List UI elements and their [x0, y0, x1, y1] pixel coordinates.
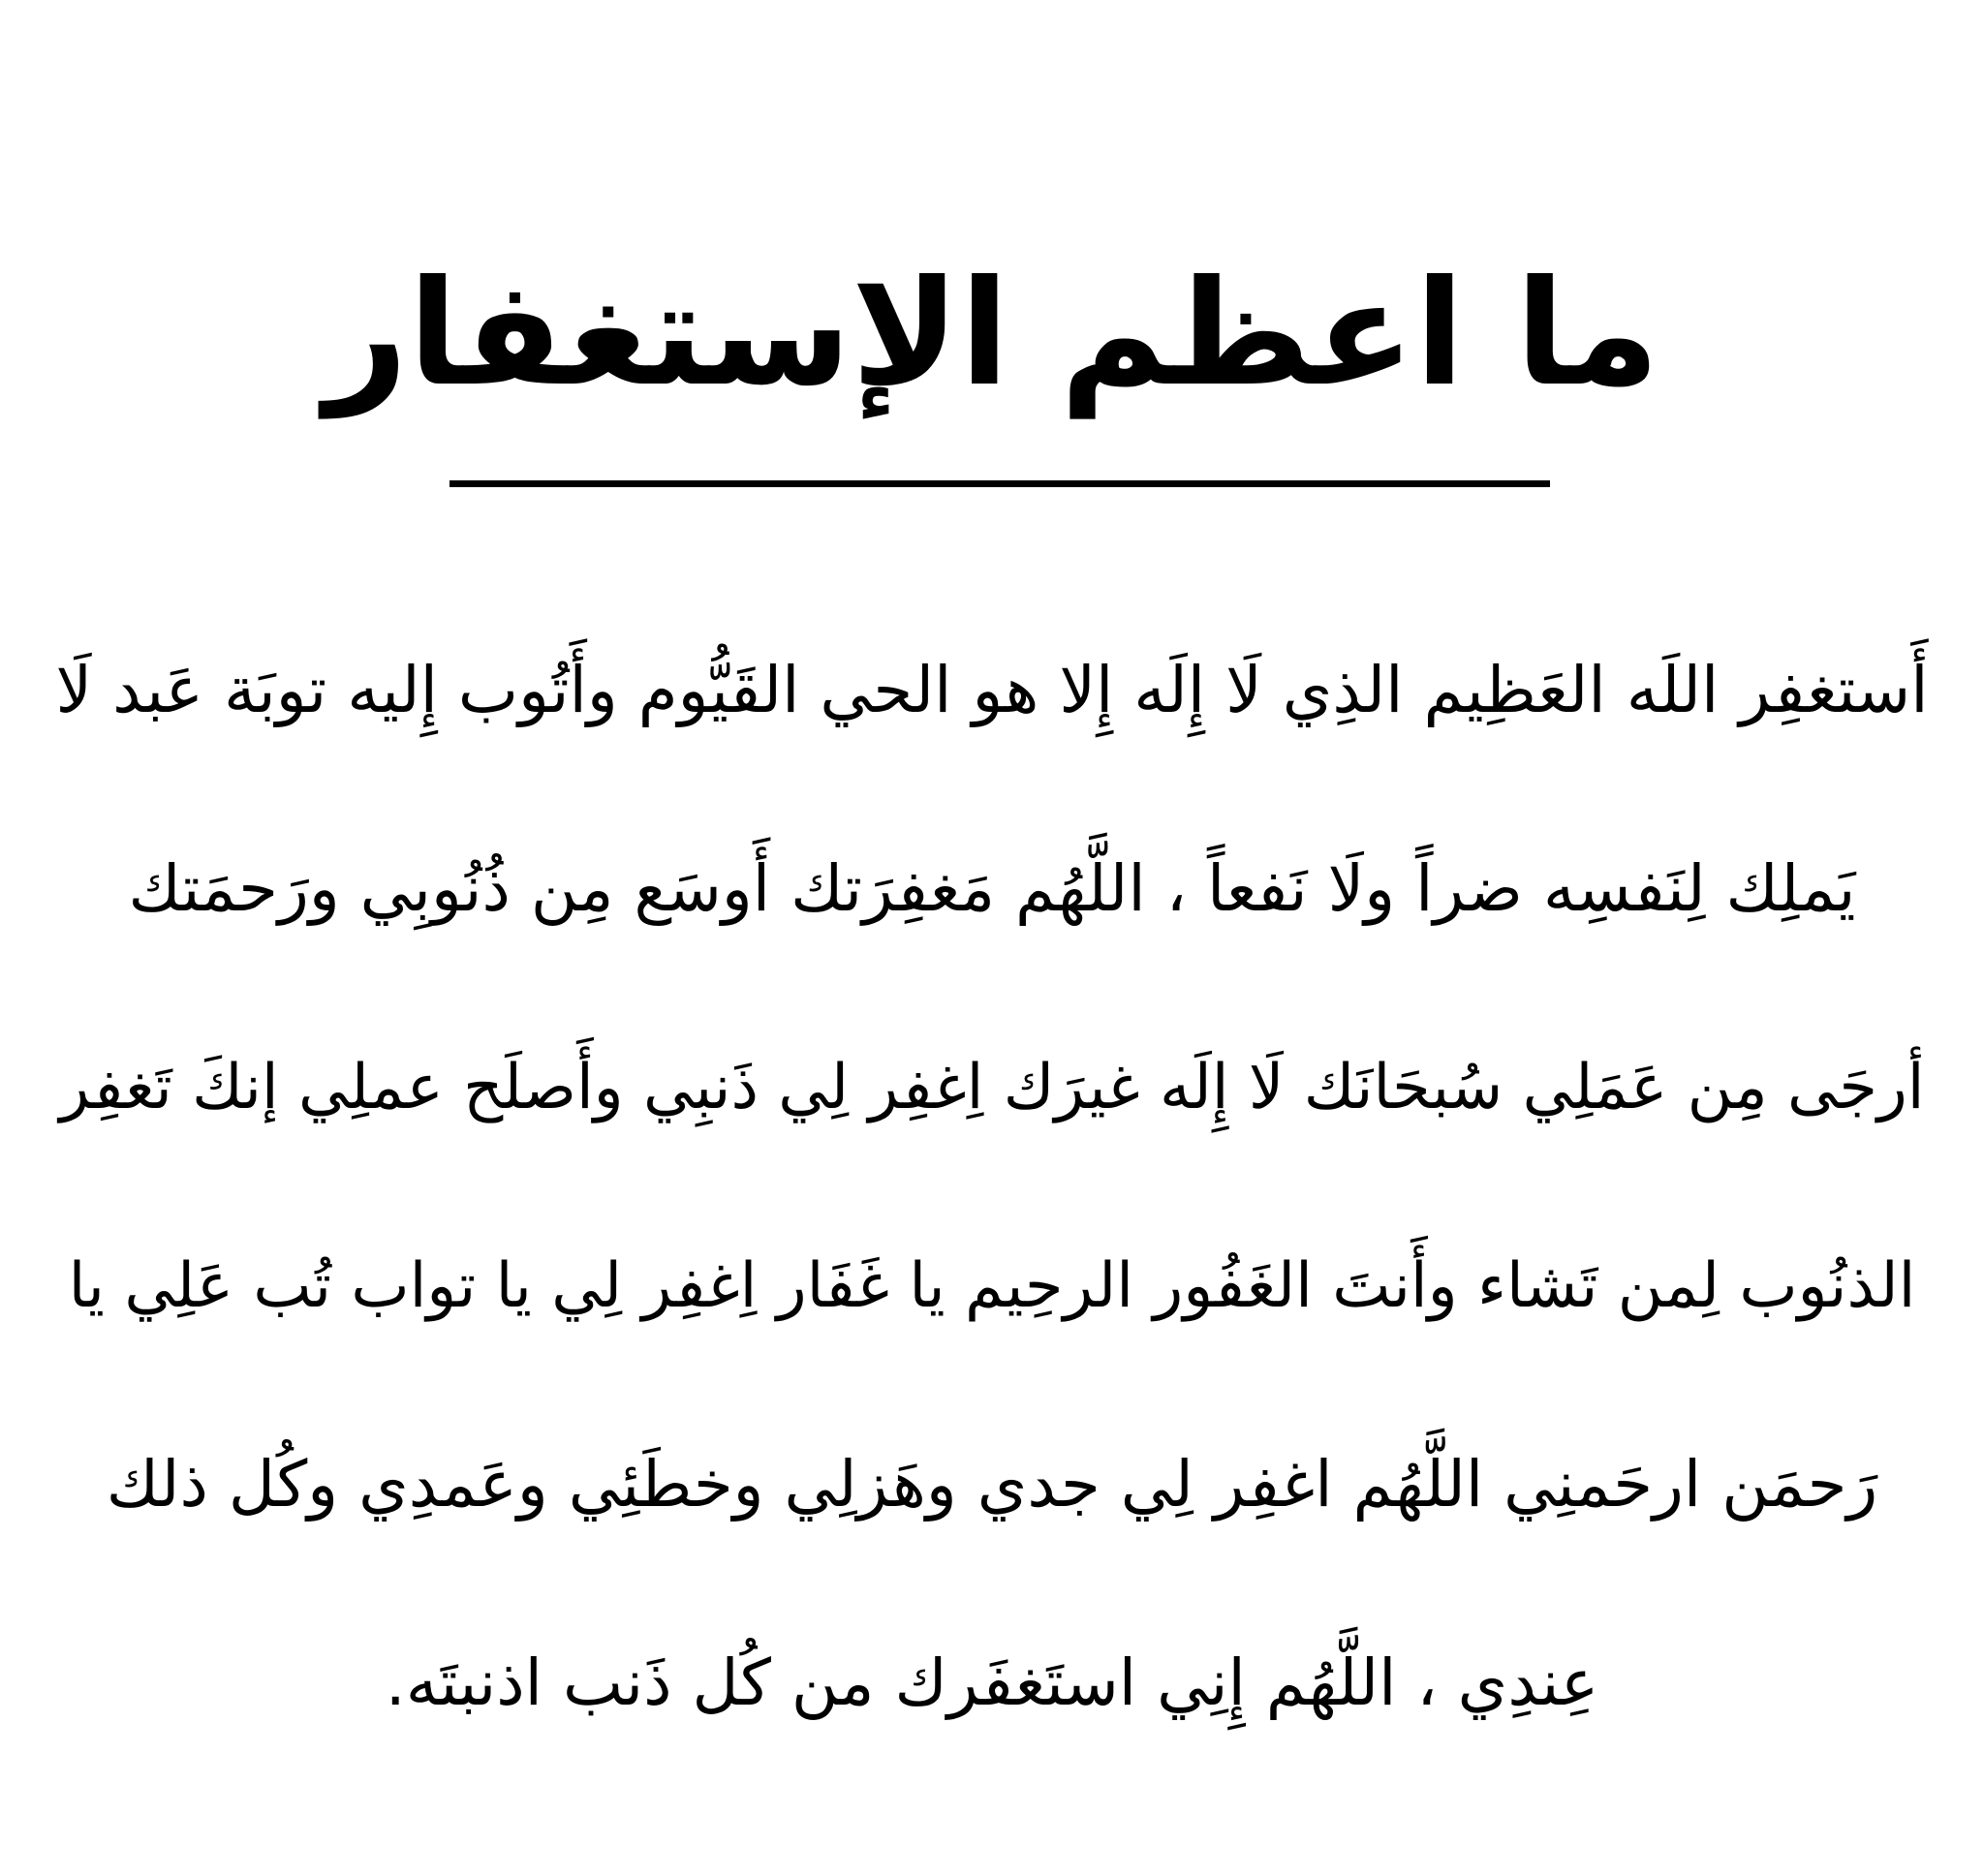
title-underline — [450, 480, 1550, 487]
prayer-line-4: الذنُوب لِمن تَشاء وأَنتَ الغَفُور الرحِيم يا غَفَار اِغفِر لِي يا تواب تُب عَلِي يا — [68, 1249, 1916, 1322]
page-title: ما اعظم الإستغفار — [324, 250, 1660, 418]
prayer-line-6: عِندِي ، اللَّهُم إِنِي استَغفَرك من كُل ذَنب اذنبتَه. — [385, 1645, 1599, 1720]
prayer-line-1: أَستغفِر اللَه العَظِيم الذِي لَا إِلَه إِلا هو الحي القَيُّوم وأَتُوب إِليه توبَة عَبد لَا — [55, 653, 1929, 727]
prayer-line-5: رَحمَن ارحَمنِي اللَّهُم اغفِر لِي جدي وهَزلِي وخطَئِي وعَمدِي وكُل ذلك — [106, 1447, 1878, 1522]
prayer-line-2: يَملِك لِنَفسِه ضراً ولَا نَفعاً ، اللَّهُم مَغفِرَتك أَوسَع مِن ذُنُوبِي ورَحمَتك — [128, 851, 1856, 926]
prayer-text — [48, 591, 1936, 1782]
prayer-line-3: أرجَى مِن عَمَلِي سُبحَانَك لَا إِلَه غيرَك اِغفِر لِي ذَنبِي وأَصلَح عملِي إنكَ تَغفِر — [59, 1051, 1925, 1123]
